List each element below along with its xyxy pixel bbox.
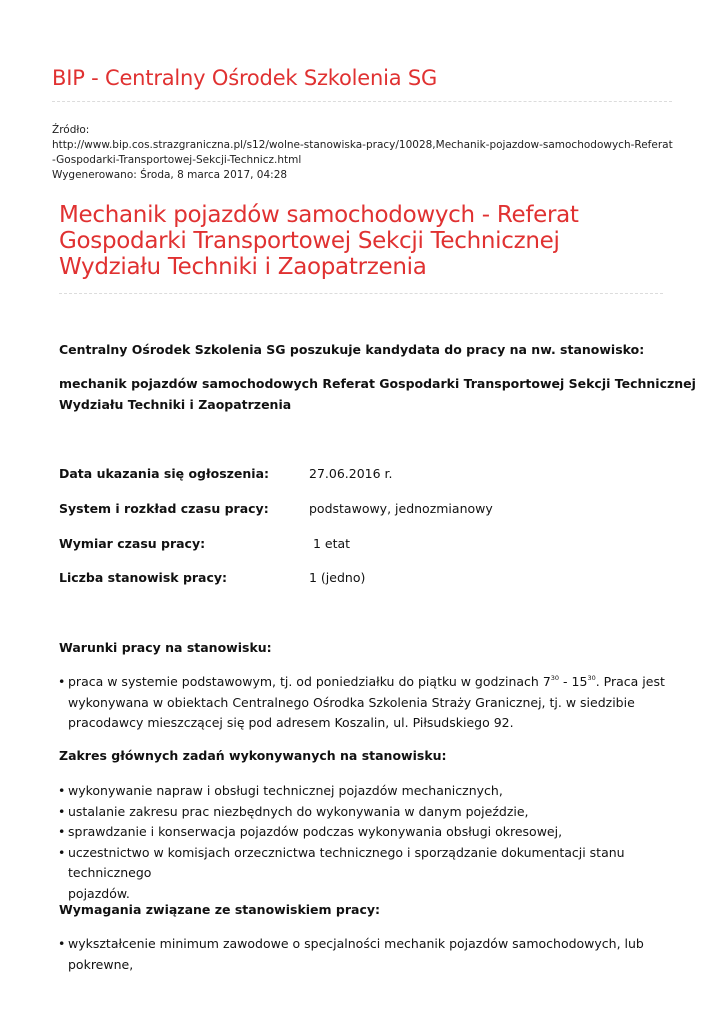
requirements-heading: Wymagania związane ze stanowiskiem pracy: (59, 902, 381, 917)
source-label: Źródło: (52, 124, 90, 136)
header-separator (52, 101, 672, 102)
list-item: • ustalanie zakresu prac niezbędnych do wykonywania w danym pojeździe, (59, 802, 679, 823)
source-block (52, 123, 682, 183)
detail-label-fte: Wymiar czasu pracy: (59, 536, 206, 551)
bullet-icon: • (58, 803, 66, 819)
position-name-line-2: Wydziału Techniki i Zaopatrzenia (59, 397, 292, 412)
conditions-list (59, 672, 679, 734)
bullet-icon: • (58, 674, 66, 689)
list-item: • wykonywanie napraw i obsługi technicznej pojazdów mechanicznych, (59, 781, 679, 802)
list-item: • sprawdzanie i konserwacja pojazdów podczas wykonywania obsługi okresowej, (59, 822, 679, 843)
detail-value-date: 27.06.2016 r. (309, 466, 393, 481)
detail-value-fte: 1 etat (309, 536, 351, 551)
detail-label-schedule: System i rozkład czasu pracy: (59, 501, 269, 516)
site-title: BIP - Centralny Ośrodek Szkolenia SG (52, 66, 438, 90)
list-item: • wykształcenie minimum zawodowe o specjalności mechanik pojazdów samochodowych, lub pokrewne, (58, 936, 644, 972)
detail-label-date: Data ukazania się ogłoszenia: (59, 466, 270, 481)
requirements-list (59, 934, 679, 975)
bullet-icon: • (58, 936, 66, 951)
duties-heading: Zakres głównych zadań wykonywanych na stanowisku: (59, 748, 447, 763)
conditions-heading: Warunki pracy na stanowisku: (59, 640, 272, 655)
list-item: • uczestnictwo w komisjach orzecznictwa technicznego i sporządzanie dokumentacji stanu technicznego pojazdów. (58, 844, 625, 901)
title-separator (59, 293, 663, 294)
bullet-icon: • (58, 824, 66, 839)
source-url-line-1[interactable]: http://www.bip.cos.strazgraniczna.pl/s12/wolne-stanowiska-pracy/10028,Mechanik-pojazdow-samochodowych-Referat (52, 139, 673, 151)
bullet-icon: • (58, 783, 66, 798)
bullet-icon: • (58, 844, 66, 860)
duties-list (59, 781, 679, 904)
list-item: • praca w systemie podstawowym, tj. od poniedziałku do piątku w godzinach $7^{30} - 15^{30}$. Praca jest wykonywana w obiektach Centralnego Ośrodka Szkolenia Straży Granicznej, tj. w siedzibie pracodawcy mieszczącej się pod adresem Koszalin, ul. Piłsudskiego 92. (58, 674, 665, 730)
detail-value-schedule: podstawowy, jednozmianowy (309, 501, 493, 516)
detail-label-positions: Liczba stanowisk pracy: (59, 570, 228, 585)
article-title-line-2: Gospodarki Transportowej Sekcji Technicznej (59, 228, 560, 254)
intro-text: Centralny Ośrodek Szkolenia SG poszukuje kandydata do pracy na nw. stanowisko: (59, 342, 645, 357)
source-url-line-2[interactable]: -Gospodarki-Transportowej-Sekcji-Technicz.html (52, 154, 302, 166)
article-title-line-1: Mechanik pojazdów samochodowych - Referat (59, 202, 579, 228)
detail-value-positions: 1 (jedno) (309, 570, 366, 585)
generated-date: Wygenerowano: Środa, 8 marca 2017, 04:28 (52, 169, 288, 181)
article-title-line-3: Wydziału Techniki i Zaopatrzenia (59, 254, 427, 280)
position-name-line-1: mechanik pojazdów samochodowych Referat Gospodarki Transportowej Sekcji Technicznej (59, 376, 696, 391)
article-title (59, 202, 679, 280)
